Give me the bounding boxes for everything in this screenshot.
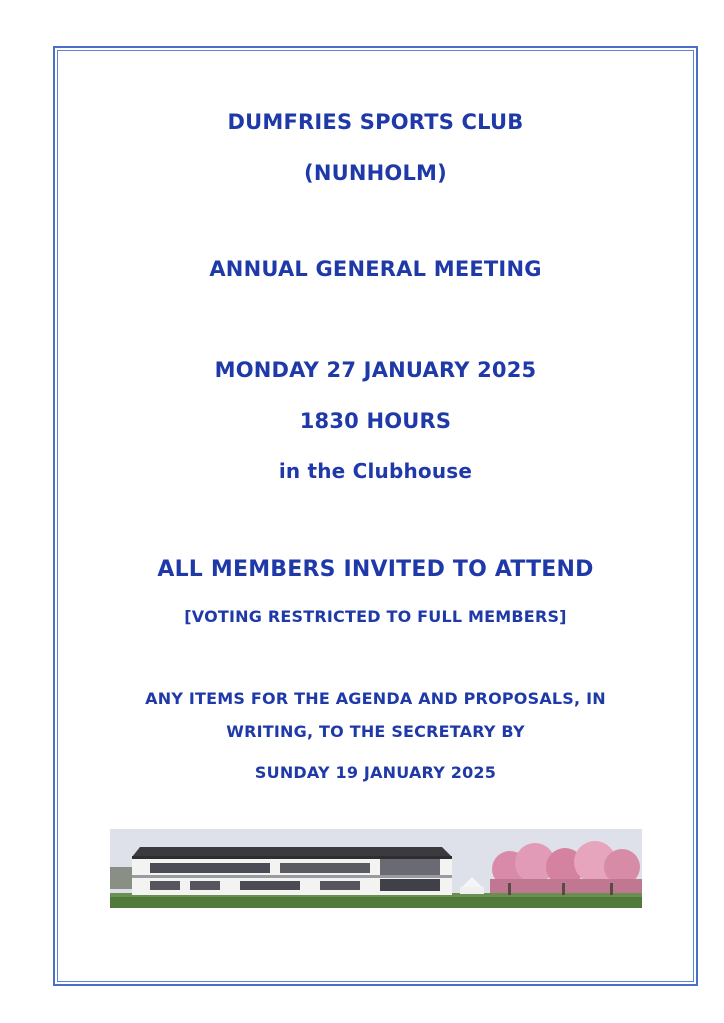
clubhouse-photo [110,829,642,908]
voting-note: [VOTING RESTRICTED TO FULL MEMBERS] [184,607,567,626]
club-location: (NUNHOLM) [304,161,447,185]
meeting-venue: in the Clubhouse [278,459,473,483]
invitation-text: ALL MEMBERS INVITED TO ATTEND [157,557,594,582]
agenda-instructions-line-2: WRITING, TO THE SECRETARY BY [226,722,525,741]
agenda-instructions-line-1: ANY ITEMS FOR THE AGENDA AND PROPOSALS, IN [145,689,606,708]
meeting-time: 1830 HOURS [299,409,452,433]
club-name: DUMFRIES SPORTS CLUB [227,110,524,134]
meeting-date: MONDAY 27 JANUARY 2025 [214,358,537,382]
meeting-type: ANNUAL GENERAL MEETING [209,257,542,281]
submission-deadline: SUNDAY 19 JANUARY 2025 [254,763,497,782]
clubhouse-illustration [110,829,642,908]
